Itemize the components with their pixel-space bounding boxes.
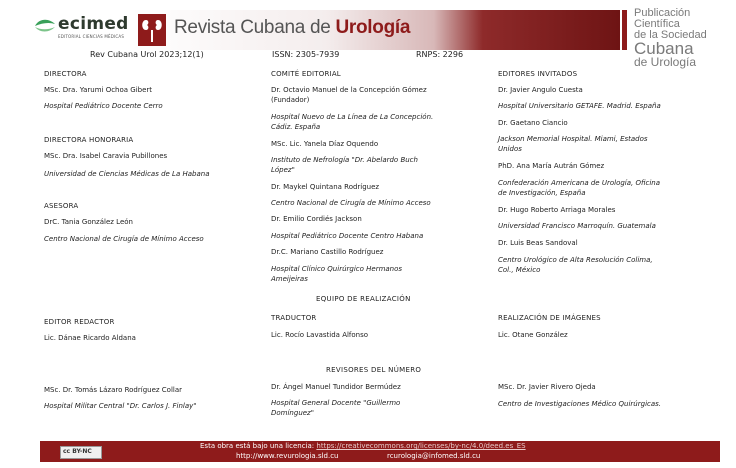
reviewer-2-institution-1: Hospital General Docente "Guillermo bbox=[271, 399, 401, 407]
asesora-heading: ASESORA bbox=[44, 202, 79, 210]
comite-heading: COMITÉ EDITORIAL bbox=[271, 70, 341, 78]
invitado-2-institution-1: Jackson Memorial Hospital. Miami, Estados bbox=[498, 135, 648, 143]
kidney-logo-icon bbox=[138, 14, 166, 46]
license-footer bbox=[40, 441, 720, 462]
comite-1-institution-2: Cádiz. España bbox=[271, 123, 321, 131]
imagenes-name: Lic. Otane González bbox=[498, 331, 568, 339]
honoraria-heading: DIRECTORA HONORARIA bbox=[44, 136, 134, 144]
license-link[interactable]: https://creativecommons.org/licenses/by-nc/4.0/deed.es_ES bbox=[316, 442, 526, 450]
citation: Rev Cubana Urol 2023;12(1) bbox=[90, 50, 204, 59]
pub-line-2: Científica bbox=[634, 18, 680, 30]
directora-institution: Hospital Pediátrico Docente Cerro bbox=[44, 102, 163, 110]
comite-1-institution-1: Hospital Nuevo de La Línea de La Concepción. bbox=[271, 113, 434, 121]
comite-5-institution-2: Ameijeiras bbox=[271, 275, 308, 283]
invitado-3-name: PhD. Ana María Autrán Gómez bbox=[498, 162, 605, 170]
honoraria-name: MSc. Dra. Isabel Caravia Pubillones bbox=[44, 152, 168, 160]
cc-badge-text: cc BY-NC bbox=[63, 448, 92, 455]
invitado-5-name: Dr. Luis Beas Sandoval bbox=[498, 239, 578, 247]
comite-2-institution-1: Instituto de Nefrología "Dr. Abelardo Buch bbox=[271, 156, 418, 164]
invitado-2-institution-2: Unidos bbox=[498, 145, 522, 153]
email-link[interactable]: rcurologia@infomed.sld.cu bbox=[386, 452, 481, 460]
honoraria-institution: Universidad de Ciencias Médicas de La Habana bbox=[44, 170, 210, 178]
ecimed-subtitle: EDITORIAL CIENCIAS MÉDICAS bbox=[58, 34, 125, 39]
invitado-4-institution: Universidad Francisco Marroquín. Guatemala bbox=[498, 222, 656, 230]
cc-license-badge[interactable] bbox=[60, 446, 102, 459]
comite-2-name: MSc. Lic. Yanela Díaz Oquendo bbox=[271, 140, 379, 148]
traductor-name: Lic. Rocío Lavastida Alfonso bbox=[271, 331, 369, 339]
reviewer-1-institution: Hospital Militar Central "Dr. Carlos J. Finlay" bbox=[44, 402, 197, 410]
pub-line-5: de Urología bbox=[634, 55, 697, 69]
ecimed-logo bbox=[34, 14, 129, 44]
license-prefix: Esta obra está bajo una licencia: bbox=[200, 442, 317, 450]
reviewer-3-institution: Centro de Investigaciones Médico Quirúrgicas. bbox=[498, 400, 662, 408]
reviewer-3-name: MSc. Dr. Javier Rivero Ojeda bbox=[498, 383, 596, 391]
ecimed-leaf-icon bbox=[34, 18, 56, 34]
invitado-1-institution: Hospital Universitario GETAFE. Madrid. España bbox=[498, 102, 661, 110]
invitados-heading: EDITORES INVITADOS bbox=[498, 70, 578, 78]
ecimed-wordmark: ecimed bbox=[58, 14, 129, 34]
invitado-1-name: Dr. Javier Angulo Cuesta bbox=[498, 86, 583, 94]
rnps: RNPS: 2296 bbox=[416, 50, 464, 59]
contact-line bbox=[236, 452, 480, 460]
journal-title bbox=[174, 17, 410, 39]
asesora-institution: Centro Nacional de Cirugía de Mínimo Acceso bbox=[44, 235, 204, 243]
traductor-heading: TRADUCTOR bbox=[271, 314, 317, 322]
revisores-heading: REVISORES DEL NÚMERO bbox=[326, 366, 422, 374]
publication-accent-bar bbox=[622, 10, 627, 50]
comite-4-institution: Hospital Pediátrico Docente Centro Habana bbox=[271, 232, 424, 240]
editor-heading: EDITOR REDACTOR bbox=[44, 318, 115, 326]
invitado-5-institution-2: Col., México bbox=[498, 266, 541, 274]
equipo-heading: EQUIPO DE REALIZACIÓN bbox=[316, 295, 411, 303]
comite-3-name: Dr. Maykel Quintana Rodríguez bbox=[271, 183, 380, 191]
comite-4-name: Dr. Emilio Cordiés Jackson bbox=[271, 215, 362, 223]
comite-2-institution-2: López" bbox=[271, 166, 295, 174]
invitado-4-name: Dr. Hugo Roberto Arriaga Morales bbox=[498, 206, 616, 214]
journal-banner bbox=[130, 10, 620, 50]
license-line bbox=[200, 442, 526, 450]
pub-line-3: de la Sociedad bbox=[634, 29, 707, 41]
comite-5-name: Dr.C. Mariano Castillo Rodríguez bbox=[271, 248, 384, 256]
directora-name: MSc. Dra. Yarumi Ochoa Gibert bbox=[44, 86, 153, 94]
reviewer-1-name: MSc. Dr. Tomás Lázaro Rodríguez Collar bbox=[44, 386, 183, 394]
publication-label bbox=[634, 8, 734, 68]
comite-1-role: (Fundador) bbox=[271, 96, 310, 104]
editor-name: Lic. Dánae Ricardo Aldana bbox=[44, 334, 136, 342]
pub-line-4: Cubana bbox=[634, 39, 694, 58]
invitado-3-institution-1: Confederación Americana de Urología, Oficina bbox=[498, 179, 661, 187]
comite-3-institution: Centro Nacional de Cirugía de Mínimo Acceso bbox=[271, 199, 431, 207]
comite-5-institution-1: Hospital Clínico Quirúrgico Hermanos bbox=[271, 265, 403, 273]
reviewer-2-institution-2: Domínguez" bbox=[271, 409, 314, 417]
journal-title-prefix: Revista Cubana de bbox=[174, 17, 336, 38]
asesora-name: DrC. Tania González León bbox=[44, 218, 133, 226]
journal-title-emphasis: Urología bbox=[335, 17, 411, 38]
imagenes-heading: REALIZACIÓN DE IMÁGENES bbox=[498, 314, 601, 322]
invitado-5-institution-1: Centro Urológico de Alta Resolución Colima, bbox=[498, 256, 653, 264]
comite-1-name: Dr. Octavio Manuel de la Concepción Gómez bbox=[271, 86, 427, 94]
invitado-3-institution-2: de Investigación, España bbox=[498, 189, 586, 197]
directora-heading: DIRECTORA bbox=[44, 70, 87, 78]
issn: ISSN: 2305-7939 bbox=[272, 50, 340, 59]
site-link[interactable]: http://www.revurologia.sld.cu bbox=[236, 452, 339, 460]
reviewer-2-name: Dr. Ángel Manuel Tundidor Bermúdez bbox=[271, 383, 401, 391]
invitado-2-name: Dr. Gaetano Ciancio bbox=[498, 119, 568, 127]
pub-line-1: Publicación bbox=[634, 7, 691, 19]
